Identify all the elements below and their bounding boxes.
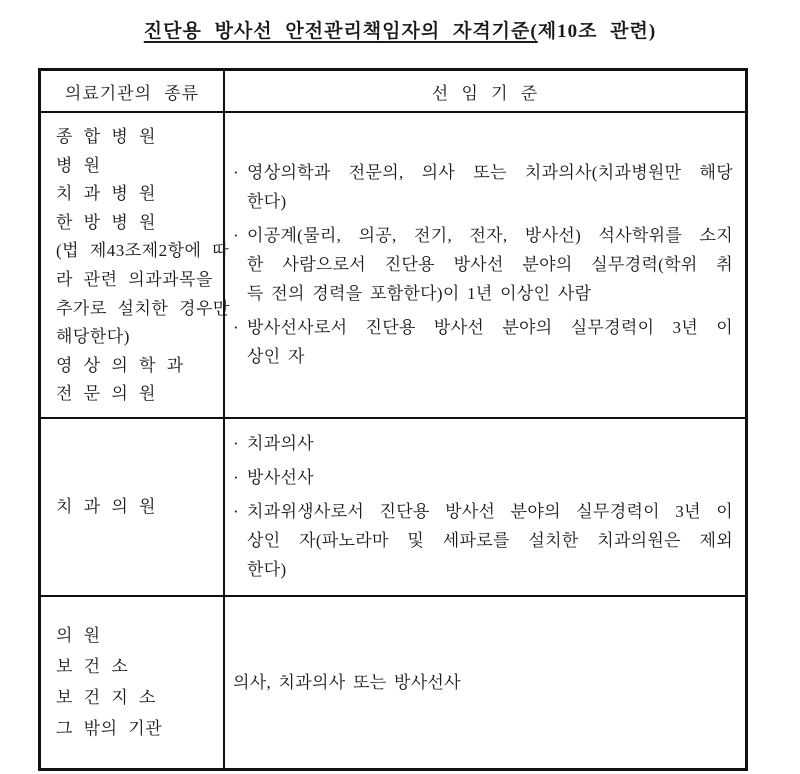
page-title-plain-part: 제10조 관련) [537, 21, 657, 42]
institution-line: 보 건 지 소 [56, 688, 156, 708]
criteria-item [233, 221, 733, 308]
text-line: 상인 자(파노라마 및 세파로를 설치한 치과의원은 제외 [247, 531, 733, 551]
text-line: 치과의사 [247, 434, 314, 454]
text-line: 한다) [247, 560, 287, 580]
institution-line: 그 밖의 기관 [56, 719, 163, 739]
criteria-cell [225, 597, 745, 768]
criteria-item [233, 429, 733, 458]
page-title-underlined-part: 진단용 방사선 안전관리책임자의 자격기준( [143, 21, 538, 42]
table-row [41, 113, 745, 419]
text-line: 상인 자 [247, 347, 305, 367]
institution-cell [41, 419, 225, 595]
institution-line: 해당한다) [56, 327, 130, 347]
institution-line: 의 원 [56, 626, 101, 646]
bullet-dot: · [233, 434, 239, 454]
table-rows [41, 113, 745, 768]
text-line: 한 사람으로서 진단용 방사선 분야의 실무경력(학위 취 [247, 255, 733, 275]
institution-line: 한 방 병 원 [56, 212, 156, 232]
text-line: 한다) [247, 192, 287, 212]
table-header-row [41, 71, 745, 113]
institution-cell [41, 597, 225, 768]
bullet-dot: · [233, 163, 239, 183]
bullet-dot: · [233, 502, 239, 522]
institution-line: (법 제43조제2항에 따 [56, 241, 230, 261]
header-appointment-criteria: 선 임 기 준 [431, 83, 539, 103]
qualification-table [38, 68, 748, 771]
institution-cell [41, 113, 230, 417]
bullet-dot: · [233, 318, 239, 338]
criteria-item [233, 497, 733, 584]
institution-line: 치 과 의 원 [56, 497, 156, 517]
institution-line: 영 상 의 학 과 [56, 355, 184, 375]
text-line: 의사, 치과의사 또는 방사선사 [233, 672, 461, 692]
institution-line: 보 건 소 [56, 657, 129, 677]
institution-line: 추가로 설치한 경우만 [56, 298, 230, 318]
text-line: 방사선사 [247, 468, 314, 488]
bullet-dot: · [233, 468, 239, 488]
criteria-cell [225, 113, 745, 417]
text-line: 방사선사로서 진단용 방사선 분야의 실무경력이 3년 이 [247, 318, 733, 338]
text-line: 영상의학과 전문의, 의사 또는 치과의사(치과병원만 해당 [247, 163, 733, 183]
criteria-item [233, 158, 733, 216]
bullet-dot: · [233, 226, 239, 246]
criteria-item [233, 668, 733, 697]
institution-line: 라 관련 의과과목을 [56, 269, 213, 289]
text-line: 득 전의 경력을 포함한다)이 1년 이상인 사람 [247, 284, 592, 304]
table-row [41, 419, 745, 597]
text-line: 이공계(물리, 의공, 전기, 전자, 방사선) 석사학위를 소지 [247, 226, 733, 246]
criteria-cell [225, 419, 745, 595]
institution-line: 전 문 의 원 [56, 384, 156, 404]
institution-line: 치 과 병 원 [56, 184, 156, 204]
institution-line: 병 원 [56, 155, 101, 175]
header-institution-type: 의료기관의 종류 [41, 71, 225, 111]
institution-line: 종 합 병 원 [56, 127, 156, 146]
criteria-item [233, 463, 733, 492]
criteria-item [233, 313, 733, 371]
text-line: 치과위생사로서 진단용 방사선 분야의 실무경력이 3년 이 [247, 502, 733, 522]
table-row [41, 597, 745, 768]
page-title [0, 16, 800, 43]
